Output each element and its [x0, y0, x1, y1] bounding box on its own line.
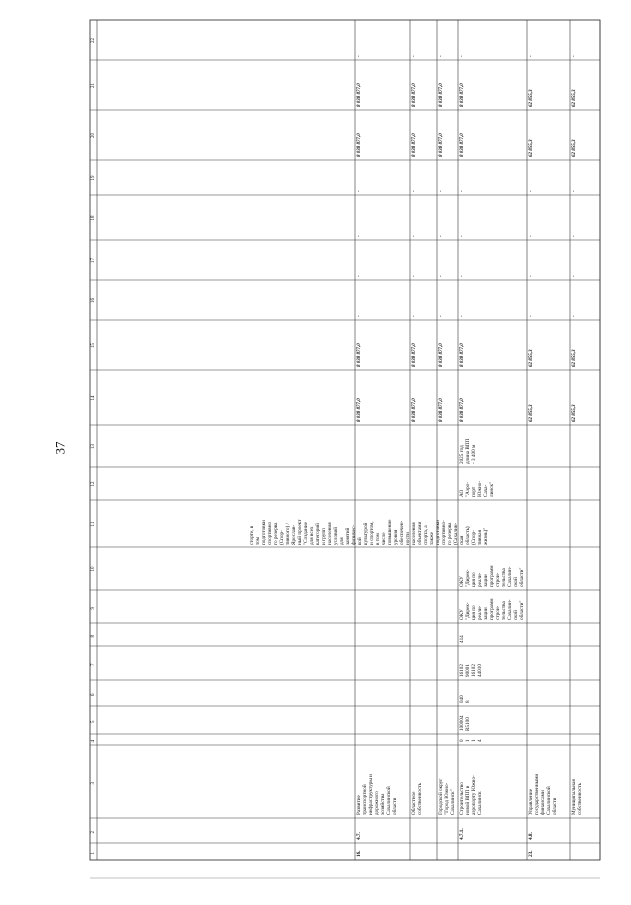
- continuation-text: в том: [375, 533, 381, 545]
- table-cell: реали-: [477, 605, 483, 620]
- table-cell: 4.7.: [356, 832, 362, 840]
- continuation-text: область): [465, 526, 471, 545]
- continuation-text: объектами: [417, 521, 423, 545]
- table-cell: ция по: [471, 572, 477, 587]
- table-cell: -: [357, 315, 362, 317]
- continuation-text: физичес-: [351, 524, 357, 545]
- table-cell: инфраструктуры и: [368, 774, 374, 815]
- table-cell: 62 855,3: [572, 139, 577, 157]
- table-cell: -: [439, 315, 444, 317]
- table-cell: -: [460, 275, 465, 277]
- table-cell: -: [572, 275, 577, 277]
- table-cell: новой ВПП в: [465, 785, 471, 815]
- table-cell: ОКУ: [459, 576, 465, 587]
- table-cell: -: [357, 55, 362, 57]
- table-cell: Городской округ: [438, 778, 444, 815]
- column-number: 10: [91, 566, 96, 572]
- table-cell: 1: [465, 739, 471, 742]
- table-cell: 62 855,3: [529, 139, 534, 157]
- table-cell: зации: [483, 607, 489, 620]
- table-cell: Саха-: [483, 484, 489, 497]
- table-cell: 8 038 877,0: [439, 398, 444, 422]
- continuation-text: занятий: [345, 527, 351, 545]
- continuation-text: тивного) /: [285, 523, 291, 545]
- column-number: 22: [91, 38, 96, 43]
- column-number: 16: [91, 298, 96, 303]
- column-number: 17: [91, 258, 96, 263]
- table-cell: 8 038 877,0: [460, 83, 465, 107]
- table-cell: -: [529, 275, 534, 277]
- table-cell: аэропорту Южно-: [471, 775, 477, 815]
- table-cell: -: [357, 190, 362, 192]
- table-cell: -: [412, 275, 417, 277]
- table-cell: области": [519, 600, 525, 620]
- table-cell: -: [529, 55, 534, 57]
- table-cell: -: [529, 315, 534, 317]
- table-cell: -: [439, 190, 444, 192]
- table-cell: зации: [483, 574, 489, 587]
- table-cell: R5100: [465, 717, 471, 731]
- table-cell: -: [439, 55, 444, 57]
- table-cell: 8 038 877,0: [439, 83, 444, 107]
- continuation-text: (Спор-: [471, 530, 477, 545]
- continuation-text: том: [255, 537, 261, 545]
- table-cell: 44010: [477, 664, 483, 677]
- table-cell: длина ВПП: [465, 438, 471, 464]
- table-cell: 8 038 877,0: [412, 83, 417, 107]
- table-cell: Строительство: [459, 782, 465, 815]
- table-cell: области: [392, 797, 398, 815]
- continuation-text: спортивно: [267, 521, 273, 545]
- table-cell: 0: [459, 739, 465, 742]
- table-cell: 8 038 877,0: [357, 398, 362, 422]
- table-cell: -: [460, 190, 465, 192]
- continuation-text: спортивно-: [441, 520, 447, 545]
- continuation-text: населения: [327, 522, 333, 545]
- table-cell: Областное: [411, 791, 417, 815]
- continuation-text: "Создание: [303, 522, 309, 545]
- continuation-text: ный проект: [297, 519, 303, 545]
- table-cell: Муниципальная: [571, 779, 577, 815]
- continuation-text: подготовки: [261, 520, 267, 545]
- table-cell: хозяйства: [380, 793, 386, 815]
- continuation-text: культурой: [363, 522, 369, 545]
- table-cell: государственными: [534, 773, 540, 815]
- table-cell: 8 038 877,0: [460, 133, 465, 157]
- table-cell: "Дирек-: [465, 569, 471, 587]
- table-cell: ской: [513, 577, 519, 587]
- continuation-text: для всех: [309, 526, 315, 545]
- table-cell: программ: [489, 598, 495, 620]
- table-cell: 8 038 877,0: [412, 133, 417, 157]
- table-cell: -: [460, 235, 465, 237]
- table-cell: 8 038 877,0: [460, 343, 465, 367]
- table-cell: линск": [489, 481, 495, 497]
- continuation-text: го резерва: [447, 522, 453, 545]
- table-cell: 1: [471, 739, 477, 742]
- column-number: 19: [91, 175, 96, 181]
- table-cell: 16.: [356, 850, 362, 857]
- table-cell: 100004: [459, 715, 465, 731]
- table-cell: ской: [513, 610, 519, 620]
- page-number: 37: [52, 441, 68, 455]
- continuation-text: повышение: [387, 519, 393, 545]
- table-cell: 62 855,3: [529, 349, 534, 367]
- continuation-text: кой: [357, 537, 363, 545]
- table-cell: ОКУ: [459, 609, 465, 620]
- table-cell: 8 038 877,0: [460, 398, 465, 422]
- table-cell: 4.8.: [528, 832, 534, 840]
- continuation-text: категорий: [315, 523, 321, 545]
- table-cell: 8 038 877,0: [412, 343, 417, 367]
- table-cell: области: [552, 797, 558, 815]
- table-cell: программ: [489, 565, 495, 587]
- continuation-text: населения: [411, 522, 417, 545]
- table-cell: 8 038 877,0: [439, 343, 444, 367]
- table-cell: "Город Южно-: [444, 782, 450, 815]
- table-cell: -: [572, 55, 577, 57]
- column-number: 7: [91, 663, 96, 666]
- table-cell: Сахалинск: [477, 791, 483, 815]
- table-cell: -: [412, 55, 417, 57]
- continuation-text: и групп: [321, 528, 327, 545]
- table-cell: дорожного: [374, 791, 380, 815]
- table-cell: 8: [465, 700, 471, 703]
- table-cell: 040: [459, 695, 465, 703]
- continuation-text: ности: [405, 532, 411, 545]
- table-cell: Сахалинск": [450, 789, 456, 815]
- table-cell: -: [412, 190, 417, 192]
- column-number: 13: [91, 444, 96, 449]
- table-cell: 2025 год: [459, 445, 465, 464]
- table-cell: 8 038 877,0: [357, 133, 362, 157]
- table-cell: собственность: [417, 782, 423, 815]
- table-cell: 4: [477, 739, 483, 742]
- table-cell: -: [460, 55, 465, 57]
- table-cell: АО: [459, 489, 465, 497]
- table-cell: 62 855,3: [529, 404, 534, 422]
- continuation-text: (Сахалин-: [453, 522, 459, 545]
- table-cell: -: [529, 235, 534, 237]
- table-cell: тельства: [501, 601, 507, 620]
- column-number: 21: [91, 83, 96, 88]
- table-cell: -: [439, 235, 444, 237]
- table-cell: 62 855,3: [572, 349, 577, 367]
- table-cell: Развитие: [356, 795, 362, 815]
- continuation-text: подготовки: [435, 520, 441, 545]
- table-cell: строи-: [495, 572, 501, 587]
- continuation-text: условий: [333, 526, 339, 545]
- continuation-text: числе: [381, 532, 387, 545]
- table-cell: транспортной: [362, 784, 368, 815]
- table-cell: 62 855,3: [572, 404, 577, 422]
- table-cell: "Аэро-: [465, 481, 471, 497]
- column-number: 3: [91, 782, 96, 785]
- table-cell: строи-: [495, 605, 501, 620]
- table-cell: Сахалин-: [507, 599, 513, 620]
- column-number: 5: [91, 720, 96, 723]
- column-number: 2: [91, 831, 96, 834]
- column-number: 8: [91, 635, 96, 638]
- continuation-text: для: [339, 537, 345, 545]
- column-number: 6: [91, 693, 96, 696]
- table-cell: тельства: [501, 568, 507, 587]
- continuation-text: тивная: [477, 530, 483, 545]
- continuation-text: обеспечен-: [399, 520, 405, 545]
- table-cell: 414: [459, 635, 465, 643]
- table-cell: 8 038 877,0: [357, 83, 362, 107]
- continuation-text: и спортом,: [369, 521, 375, 545]
- table-cell: реали-: [477, 572, 483, 587]
- table-cell: Сахалинской: [386, 786, 392, 815]
- column-number: 4: [91, 740, 96, 743]
- continuation-text: спорта, а: [423, 525, 429, 545]
- table-cell: 4.7.1.: [459, 828, 465, 840]
- continuation-text: жизнь)": [483, 527, 489, 545]
- table-cell: 8 038 877,0: [439, 133, 444, 157]
- table-cell: собственность: [577, 782, 583, 815]
- table-cell: 90001: [465, 664, 471, 677]
- continuation-text: также: [429, 532, 435, 545]
- column-number: 9: [91, 607, 96, 610]
- table-cell: 62 855,3: [529, 89, 534, 107]
- table-cell: -: [412, 235, 417, 237]
- table-cell: 23.: [528, 850, 534, 857]
- table-cell: 16102: [471, 664, 477, 677]
- table-cell: Сахалин-: [507, 566, 513, 587]
- table-cell: -: [572, 315, 577, 317]
- table-cell: - 3 400 м: [471, 444, 477, 464]
- column-number: 20: [91, 133, 96, 138]
- continuation-text: сторте, в: [249, 525, 255, 545]
- column-number: 1: [91, 852, 96, 855]
- column-number: 11: [91, 521, 96, 527]
- column-number: 12: [91, 481, 96, 487]
- table-cell: -: [357, 235, 362, 237]
- table-cell: 16102: [459, 664, 465, 677]
- table-cell: 8 038 877,0: [357, 343, 362, 367]
- table-cell: Управление: [528, 788, 534, 815]
- table-cell: -: [529, 190, 534, 192]
- table-cell: -: [572, 190, 577, 192]
- table-cell: ция по: [471, 605, 477, 620]
- table-cell: -: [460, 315, 465, 317]
- table-cell: 62 855,3: [572, 89, 577, 107]
- continuation-text: (Спор-: [279, 530, 285, 545]
- table-cell: порт: [471, 486, 477, 497]
- continuation-text: уровня: [393, 529, 399, 545]
- table-cell: -: [439, 275, 444, 277]
- continuation-text: го резерва: [273, 522, 279, 545]
- column-number: 15: [91, 343, 96, 348]
- continuation-text: Ярослав-: [291, 524, 297, 545]
- table-cell: 8 038 877,0: [412, 398, 417, 422]
- column-number: 14: [91, 395, 96, 401]
- column-number: 18: [91, 215, 96, 221]
- table-cell: -: [572, 235, 577, 237]
- table-cell: финансами: [540, 790, 546, 815]
- table-cell: области": [519, 567, 525, 587]
- continuation-text: ская: [459, 535, 465, 545]
- table-cell: -: [412, 315, 417, 317]
- table-cell: "Дирек-: [465, 602, 471, 620]
- table-cell: -: [357, 275, 362, 277]
- table-cell: Сахалинской: [546, 786, 552, 815]
- table-cell: Южно-: [477, 480, 483, 497]
